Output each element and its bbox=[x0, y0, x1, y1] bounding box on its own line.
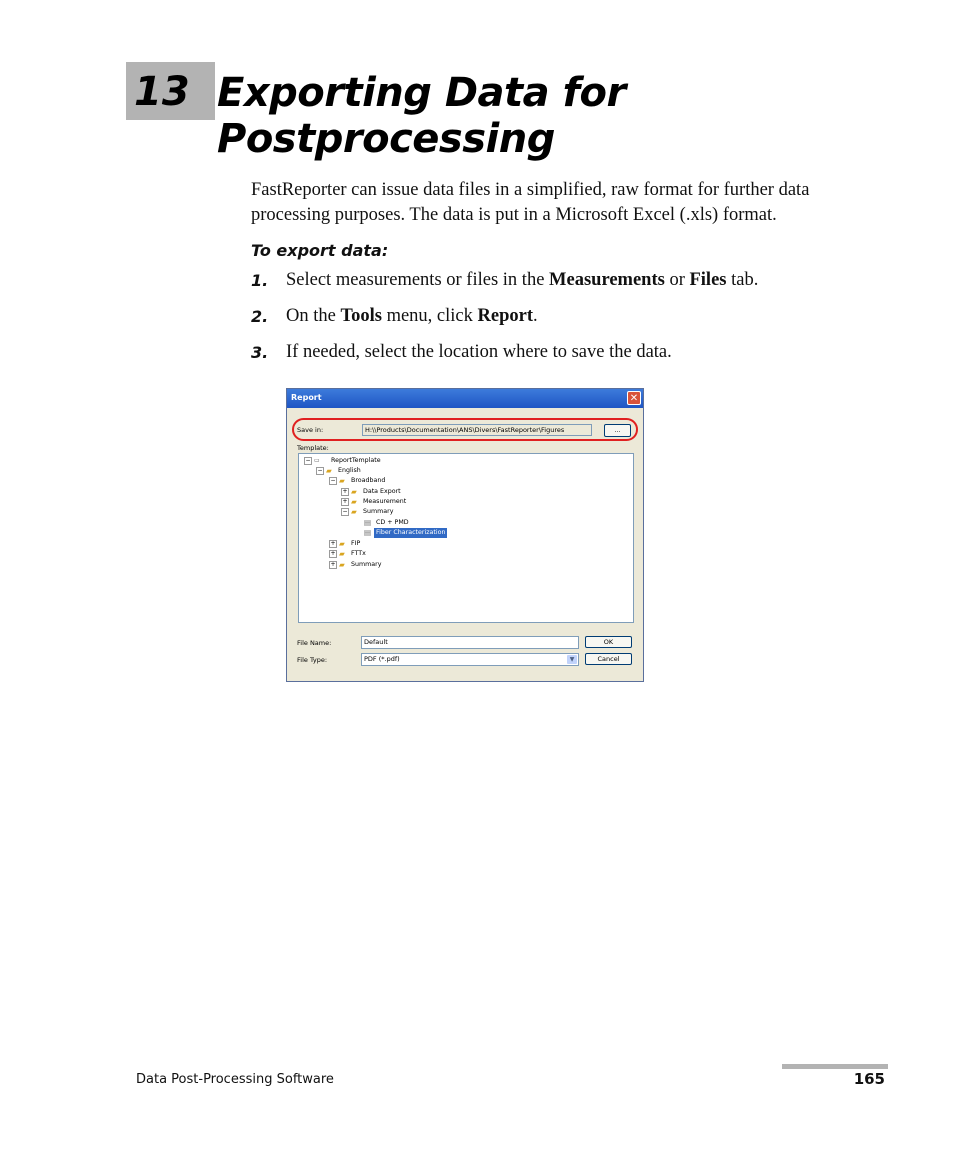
tree-node-label-selected: Fiber Characterization bbox=[376, 529, 446, 536]
tree-node-label: ReportTemplate bbox=[331, 457, 381, 464]
save-in-path-field[interactable]: H:\\Products\Documentation\ANS\Divers\FastReporter\Figures bbox=[362, 424, 592, 436]
tree-node-label: FIP bbox=[351, 540, 361, 547]
file-name-input[interactable]: Default bbox=[361, 636, 579, 649]
file-type-label: File Type: bbox=[297, 656, 328, 664]
tree-node-label: Broadband bbox=[351, 477, 386, 484]
collapse-icon[interactable]: − bbox=[305, 457, 311, 464]
collapse-icon[interactable]: − bbox=[317, 467, 323, 474]
step-1 bbox=[251, 268, 891, 304]
tree-node-label: Data Export bbox=[363, 488, 401, 495]
step-number: 3. bbox=[251, 343, 269, 362]
step-text: If needed, select the location where to save the data. bbox=[286, 342, 672, 362]
file-type-value: PDF (*.pdf) bbox=[364, 655, 400, 663]
step-text: On the Tools menu, click Report. bbox=[286, 306, 538, 326]
folder-icon: ▰ bbox=[351, 497, 357, 506]
procedure-heading: To export data: bbox=[251, 241, 389, 260]
step-number: 1. bbox=[251, 271, 269, 290]
folder-icon: ▰ bbox=[339, 549, 345, 558]
tree-node-label: Summary bbox=[351, 561, 382, 568]
step-number: 2. bbox=[251, 307, 269, 326]
chapter-number: 13 bbox=[134, 69, 190, 115]
ok-button[interactable]: OK bbox=[585, 636, 632, 648]
tree-node-label: Measurement bbox=[363, 498, 407, 505]
folder-icon: ▰ bbox=[326, 466, 332, 475]
chapter-title-line2: Postprocessing bbox=[217, 116, 555, 162]
browse-button[interactable]: ... bbox=[604, 424, 631, 437]
template-tree[interactable] bbox=[298, 453, 634, 623]
expand-icon[interactable]: + bbox=[330, 550, 336, 557]
footer-document-title: Data Post-Processing Software bbox=[136, 1072, 334, 1087]
file-name-label: File Name: bbox=[297, 639, 332, 647]
expand-icon[interactable]: + bbox=[342, 498, 348, 505]
folder-icon: ▰ bbox=[339, 476, 345, 485]
tree-node-label: English bbox=[338, 467, 361, 474]
tree-node-label: FTTx bbox=[351, 550, 366, 557]
intro-paragraph: FastReporter can issue data files in a simplified, raw format for further data processing purposes. The data is put in a Microsoft Excel (.xls) format. bbox=[251, 180, 810, 225]
file-type-select[interactable] bbox=[361, 653, 579, 666]
chevron-down-icon[interactable]: ▼ bbox=[567, 655, 577, 664]
folder-icon: ▰ bbox=[339, 560, 345, 569]
collapse-icon[interactable]: − bbox=[330, 477, 336, 484]
dialog-titlebar bbox=[287, 389, 643, 408]
folder-icon: ▰ bbox=[351, 487, 357, 496]
step-2 bbox=[251, 304, 891, 340]
template-label: Template: bbox=[297, 444, 329, 452]
procedure-steps bbox=[251, 268, 891, 376]
document-icon: ▤ bbox=[364, 528, 372, 537]
cancel-button[interactable]: Cancel bbox=[585, 653, 632, 665]
save-in-label: Save in: bbox=[297, 426, 324, 434]
chapter-title-line1: Exporting Data for bbox=[217, 70, 626, 116]
chapter-title bbox=[217, 70, 867, 162]
expand-icon[interactable]: + bbox=[330, 561, 336, 568]
template-root-icon: ▭ bbox=[314, 457, 320, 464]
close-icon[interactable]: ✕ bbox=[627, 391, 641, 405]
expand-icon[interactable]: + bbox=[330, 540, 336, 547]
folder-icon: ▰ bbox=[351, 507, 357, 516]
tree-node-label: Summary bbox=[363, 508, 394, 515]
page-number: 165 bbox=[853, 1070, 885, 1088]
collapse-icon[interactable]: − bbox=[342, 508, 348, 515]
step-3 bbox=[251, 340, 891, 376]
report-dialog bbox=[286, 388, 644, 682]
document-icon: ▤ bbox=[364, 518, 372, 527]
tree-node-label: CD + PMD bbox=[376, 519, 409, 526]
folder-icon: ▰ bbox=[339, 539, 345, 548]
dialog-title: Report bbox=[291, 393, 322, 402]
step-text: Select measurements or files in the Measurements or Files tab. bbox=[286, 270, 759, 290]
expand-icon[interactable]: + bbox=[342, 488, 348, 495]
